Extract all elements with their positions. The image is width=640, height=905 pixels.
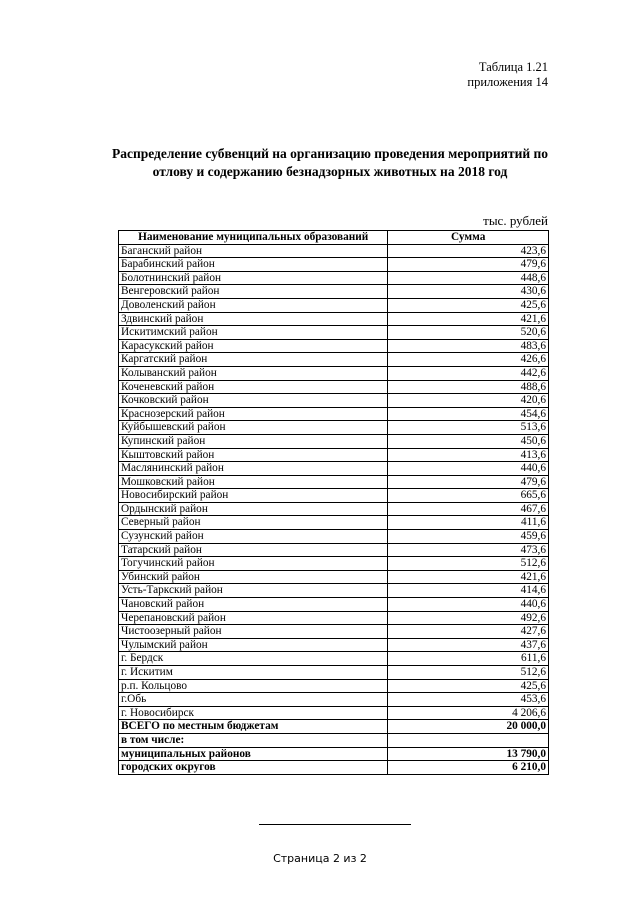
subsidy-amount: 440,6 (388, 462, 549, 476)
table-row (119, 666, 549, 680)
municipality-name: Куйбышевский район (119, 421, 388, 435)
including-value (388, 733, 549, 747)
total-label: ВСЕГО по местным бюджетам (119, 720, 388, 734)
subsidy-amount: 453,6 (388, 693, 549, 707)
table-row (119, 434, 549, 448)
municipality-name: Татарский район (119, 543, 388, 557)
appendix-number: приложения 14 (467, 75, 548, 89)
urban-value: 6 210,0 (388, 761, 549, 775)
subsidy-amount: 513,6 (388, 421, 549, 435)
municipality-name: г. Новосибирск (119, 706, 388, 720)
municipality-name: Убинский район (119, 570, 388, 584)
subsidy-table (118, 230, 549, 775)
table-number: Таблица 1.21 (478, 60, 548, 74)
subsidy-amount: 413,6 (388, 448, 549, 462)
table-row (119, 543, 549, 557)
subsidy-amount: 520,6 (388, 326, 549, 340)
urban-row (119, 761, 549, 775)
municipality-name: р.п. Кольцово (119, 679, 388, 693)
subsidy-amount: 450,6 (388, 434, 549, 448)
subsidy-amount: 467,6 (388, 502, 549, 516)
table-row (119, 570, 549, 584)
subsidy-amount: 426,6 (388, 353, 549, 367)
subsidy-amount: 421,6 (388, 570, 549, 584)
municipality-name: Каргатский район (119, 353, 388, 367)
municipality-name: Кочковский район (119, 394, 388, 408)
table-row (119, 557, 549, 571)
municipality-name: Купинский район (119, 434, 388, 448)
subsidy-amount: 611,6 (388, 652, 549, 666)
table-row (119, 516, 549, 530)
municipality-name: г.Обь (119, 693, 388, 707)
table-row (119, 598, 549, 612)
table-row (119, 298, 549, 312)
table-row (119, 706, 549, 720)
municipality-name: Сузунский район (119, 530, 388, 544)
subsidy-amount: 483,6 (388, 339, 549, 353)
municipality-name: Колыванский район (119, 366, 388, 380)
table-header-row (119, 231, 549, 245)
municipality-name: Кыштовский район (119, 448, 388, 462)
subsidy-amount: 459,6 (388, 530, 549, 544)
table-row (119, 394, 549, 408)
subsidy-amount: 512,6 (388, 557, 549, 571)
subsidy-amount: 492,6 (388, 611, 549, 625)
table-row (119, 421, 549, 435)
municipal-label: муниципальных районов (119, 747, 388, 761)
table-row (119, 625, 549, 639)
page-number: Страница 2 из 2 (273, 852, 367, 865)
municipality-name: Чановский район (119, 598, 388, 612)
subsidy-amount: 421,6 (388, 312, 549, 326)
including-row (119, 733, 549, 747)
municipality-name: г. Искитим (119, 666, 388, 680)
table-row (119, 366, 549, 380)
municipality-name: Маслянинский район (119, 462, 388, 476)
table-row (119, 530, 549, 544)
table-row (119, 380, 549, 394)
subsidy-amount: 448,6 (388, 271, 549, 285)
subsidy-amount: 488,6 (388, 380, 549, 394)
table-row (119, 407, 549, 421)
table-row (119, 611, 549, 625)
subsidy-amount: 430,6 (388, 285, 549, 299)
subsidy-amount: 440,6 (388, 598, 549, 612)
subsidy-amount: 665,6 (388, 489, 549, 503)
subsidy-amount: 454,6 (388, 407, 549, 421)
table-row (119, 584, 549, 598)
table-reference (467, 60, 548, 90)
table-row (119, 489, 549, 503)
municipality-name: Здвинский район (119, 312, 388, 326)
municipality-name: Баганский район (119, 244, 388, 258)
subsidy-amount: 512,6 (388, 666, 549, 680)
table-row (119, 244, 549, 258)
subsidy-amount: 420,6 (388, 394, 549, 408)
municipality-name: Тогучинский район (119, 557, 388, 571)
table-row (119, 339, 549, 353)
subsidy-amount: 473,6 (388, 543, 549, 557)
municipality-name: Чулымский район (119, 638, 388, 652)
table-row (119, 326, 549, 340)
municipality-name: Новосибирский район (119, 489, 388, 503)
subsidy-amount: 425,6 (388, 679, 549, 693)
municipality-name: Искитимский район (119, 326, 388, 340)
subsidy-amount: 423,6 (388, 244, 549, 258)
table-row (119, 285, 549, 299)
municipality-name: Мошковский район (119, 475, 388, 489)
total-row (119, 720, 549, 734)
footer-divider (259, 824, 411, 825)
subsidy-amount: 414,6 (388, 584, 549, 598)
column-header-name: Наименование муниципальных образований (119, 231, 388, 245)
municipality-name: Усть-Таркский район (119, 584, 388, 598)
municipality-name: Чистоозерный район (119, 625, 388, 639)
municipality-name: Болотнинский район (119, 271, 388, 285)
including-label: в том числе: (119, 733, 388, 747)
table-row (119, 693, 549, 707)
units-label: тыс. рублей (483, 213, 548, 228)
table-row (119, 353, 549, 367)
urban-label: городских округов (119, 761, 388, 775)
table-row (119, 652, 549, 666)
subsidy-amount: 437,6 (388, 638, 549, 652)
subsidy-amount: 425,6 (388, 298, 549, 312)
municipal-row (119, 747, 549, 761)
table-row (119, 475, 549, 489)
column-header-sum: Сумма (388, 231, 549, 245)
table-row (119, 638, 549, 652)
municipal-value: 13 790,0 (388, 747, 549, 761)
municipality-name: Карасукский район (119, 339, 388, 353)
municipality-name: Ордынский район (119, 502, 388, 516)
municipality-name: Доволенский район (119, 298, 388, 312)
table-row (119, 462, 549, 476)
municipality-name: Северный район (119, 516, 388, 530)
subsidy-amount: 411,6 (388, 516, 549, 530)
subsidy-amount: 4 206,6 (388, 706, 549, 720)
table-row (119, 448, 549, 462)
subsidy-amount: 427,6 (388, 625, 549, 639)
subsidy-amount: 479,6 (388, 258, 549, 272)
subsidy-amount: 479,6 (388, 475, 549, 489)
table-row (119, 679, 549, 693)
table-row (119, 271, 549, 285)
subsidy-amount: 442,6 (388, 366, 549, 380)
municipality-name: Барабинский район (119, 258, 388, 272)
table-body (119, 244, 549, 774)
municipality-name: Черепановский район (119, 611, 388, 625)
table-row (119, 502, 549, 516)
municipality-name: Краснозерский район (119, 407, 388, 421)
table-row (119, 312, 549, 326)
total-value: 20 000,0 (388, 720, 549, 734)
municipality-name: Венгеровский район (119, 285, 388, 299)
municipality-name: г. Бердск (119, 652, 388, 666)
table-row (119, 258, 549, 272)
municipality-name: Коченевский район (119, 380, 388, 394)
document-title: Распределение субвенций на организацию проведения мероприятий по отлову и содержанию безнадзорных животных на 2018 год (111, 146, 549, 179)
